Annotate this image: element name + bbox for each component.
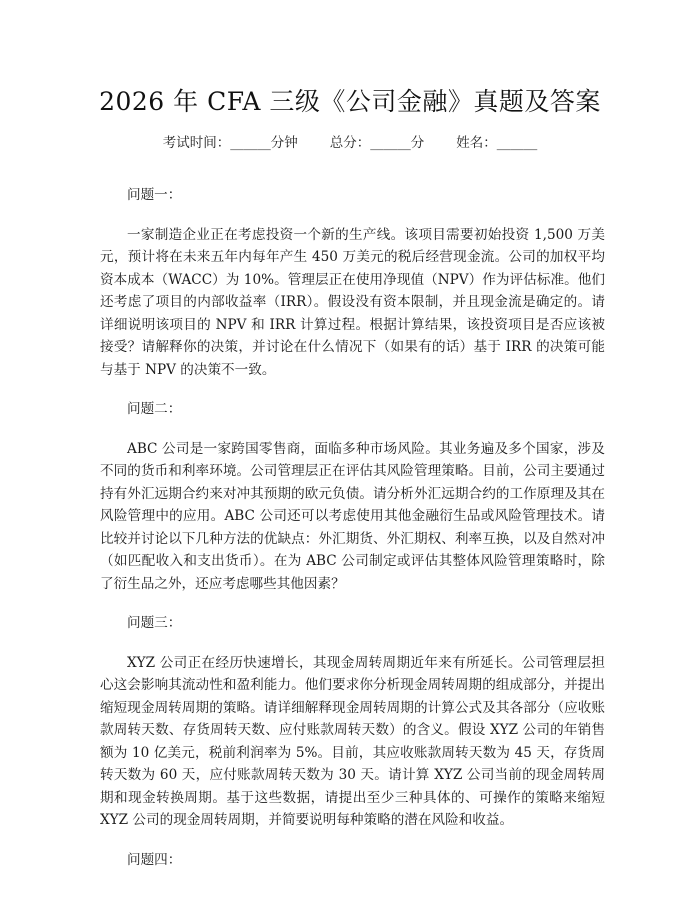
question-list xyxy=(100,184,605,888)
total-score-field: 总分：______分 xyxy=(329,135,425,151)
question-1-text: 一家制造企业正在考虑投资一个新的生产线。该项目需要初始投资 1,500 万美元，预计将在未来五年内每年产生 450 万美元的税后经营现金流。公司的加权平均资本成本（WACC）为 10%。管理层正在使用净现值（NPV）作为评估标准。他们还考虑了项目的内部收益率（IRR）。假设没有资本限制，并且现金流是确定的。请详细说明该项目的 NPV 和 IRR 计算过程。根据计算结果，该投资项目是否应该被接受？请解释你的决策，并讨论在什么情况下（如果有的话）基于 IRR 的决策可能与基于 NPV 的决策不一致。 xyxy=(100,226,605,378)
question-3-heading: 问题三： xyxy=(127,615,182,631)
question-2-heading: 问题二： xyxy=(127,401,182,417)
page-title: 2026 年 CFA 三级《公司金融》真题及答案 xyxy=(99,87,601,116)
exam-time-field: 考试时间：______分钟 xyxy=(162,135,298,151)
question-3-text: XYZ 公司正在经历快速增长，其现金周转周期近年来有所延长。公司管理层担心这会影响其流动性和盈利能力。他们要求你分析现金周转周期的组成部分，并提出缩短现金周转周期的策略。请详细解释现金周转周期的计算公式及其各部分（应收账款周转天数、存货周转天数、应付账款周转天数）的含义。假设 XYZ 公司的年销售额为 10 亿美元，税前利润率为 5%。目前，其应收账款周转天数为 45 天，存货周转天数为 60 天，应付账款周转天数为 30 天。请计算 XYZ 公司当前的现金周转周期和现金转换周期。基于这些数据，请提出至少三种具体的、可操作的策略来缩短 XYZ 公司的现金周转周期，并简要说明每种策略的潜在风险和收益。 xyxy=(100,654,605,828)
question-4-heading: 问题四： xyxy=(127,851,182,868)
student-name-field: 姓名：______ xyxy=(456,135,538,151)
question-2-text: ABC 公司是一家跨国零售商，面临多种市场风险。其业务遍及多个国家，涉及不同的货币和利率环境。公司管理层正在评估其风险管理策略。目前，公司主要通过持有外汇远期合约来对冲其预期的欧元负债。请分析外汇远期合约的工作原理及其在风险管理中的应用。ABC 公司还可以考虑使用其他金融衍生品或风险管理技术。请比较并讨论以下几种方法的优缺点：外汇期货、外汇期权、利率互换，以及自然对冲（如匹配收入和支出货币）。在为 ABC 公司制定或评估其整体风险管理策略时，除了衍生品之外，还应考虑哪些其他因素？ xyxy=(100,440,605,592)
question-1-heading: 问题一： xyxy=(127,187,182,203)
exam-meta xyxy=(0,131,700,151)
